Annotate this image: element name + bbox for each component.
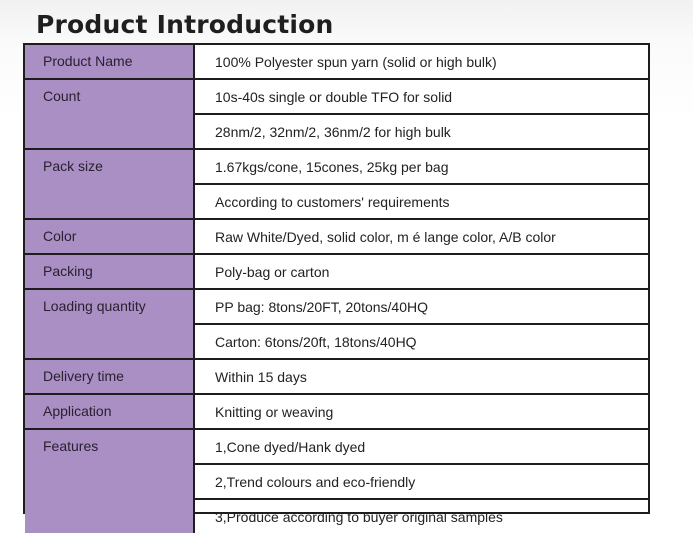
- row-values: [195, 220, 648, 253]
- row-value: Carton: 6tons/20ft, 18tons/40HQ: [195, 323, 648, 358]
- row-value: Knitting or weaving: [215, 403, 334, 420]
- row-value: Raw White/Dyed, solid color, m é lange color, A/B color: [215, 228, 556, 245]
- row-value: 3,Produce according to buyer original samples: [195, 498, 648, 533]
- table-row-loading-quantity: [25, 290, 648, 360]
- row-values: [195, 290, 648, 358]
- row-label: Pack size: [25, 150, 195, 218]
- page-title: Product Introduction: [36, 10, 334, 39]
- table-row-product-name: [25, 45, 648, 80]
- row-value: 100% Polyester spun yarn (solid or high bulk): [215, 53, 497, 70]
- row-values: [195, 80, 648, 148]
- row-label: Packing: [25, 255, 195, 288]
- row-value: 28nm/2, 32nm/2, 36nm/2 for high bulk: [195, 113, 648, 148]
- row-value: Poly-bag or carton: [215, 263, 330, 280]
- table-row-color: [25, 220, 648, 255]
- row-values: [195, 45, 648, 78]
- row-values: [195, 430, 648, 533]
- row-values: [195, 255, 648, 288]
- table-row-packing: [25, 255, 648, 290]
- row-label: Product Name: [25, 45, 195, 78]
- row-value: Within 15 days: [215, 368, 307, 385]
- row-label: Color: [25, 220, 195, 253]
- row-value: PP bag: 8tons/20FT, 20tons/40HQ: [215, 298, 428, 315]
- table-row-application: [25, 395, 648, 430]
- row-label: Features: [25, 430, 195, 533]
- row-values: [195, 360, 648, 393]
- row-label: Loading quantity: [25, 290, 195, 358]
- table-row-delivery-time: [25, 360, 648, 395]
- table-row-features: [25, 430, 648, 533]
- row-value: According to customers' requirements: [195, 183, 648, 218]
- table-row-pack-size: [25, 150, 648, 220]
- row-values: [195, 150, 648, 218]
- row-label: Delivery time: [25, 360, 195, 393]
- row-values: [195, 395, 648, 428]
- row-label: Count: [25, 80, 195, 148]
- table-row-count: [25, 80, 648, 150]
- row-value: 1.67kgs/cone, 15cones, 25kg per bag: [215, 158, 449, 175]
- row-value: 10s-40s single or double TFO for solid: [215, 88, 453, 105]
- row-value: 1,Cone dyed/Hank dyed: [215, 438, 366, 455]
- product-spec-table: [23, 43, 650, 525]
- row-value: 2,Trend colours and eco-friendly: [195, 463, 648, 498]
- row-label: Application: [25, 395, 195, 428]
